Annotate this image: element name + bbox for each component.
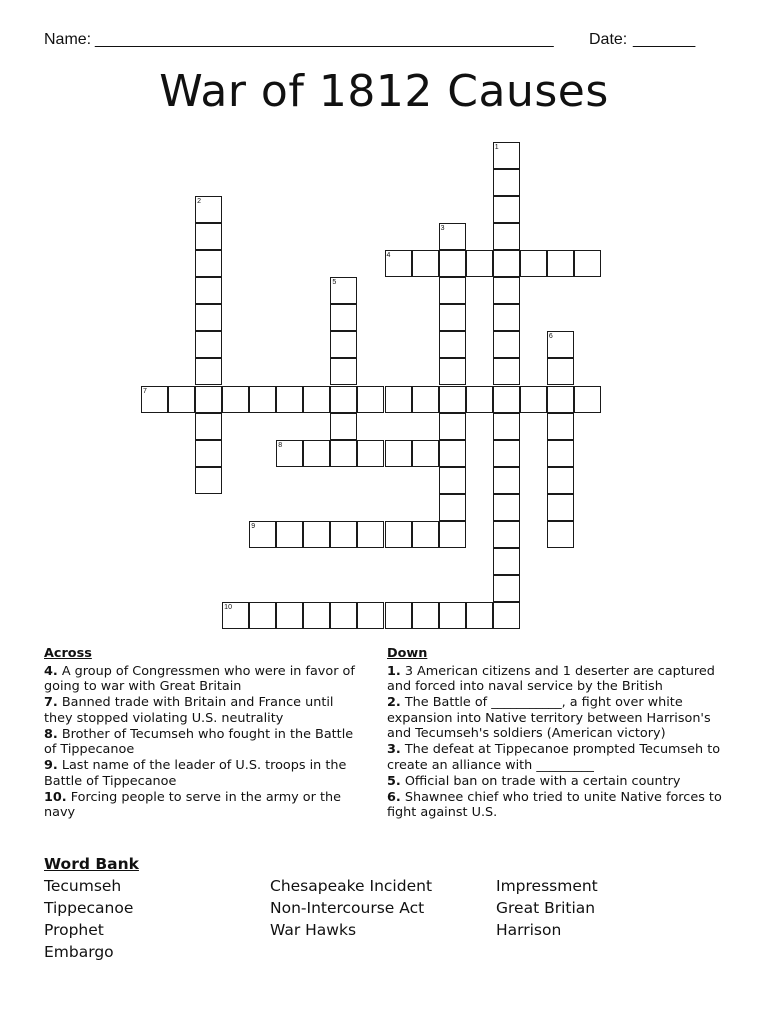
grid-cell[interactable]	[493, 277, 520, 304]
grid-cell[interactable]	[357, 386, 384, 413]
down-clue	[387, 742, 722, 773]
grid-cell[interactable]	[303, 440, 330, 467]
grid-cell[interactable]	[547, 467, 574, 494]
grid-cell[interactable]	[493, 250, 520, 277]
across-clue	[44, 695, 364, 726]
clue-number: 9	[251, 522, 256, 530]
grid-cell[interactable]	[493, 304, 520, 331]
grid-cell[interactable]	[330, 521, 357, 548]
across-clue	[44, 758, 364, 789]
grid-cell[interactable]	[493, 223, 520, 250]
grid-cell[interactable]	[493, 440, 520, 467]
grid-cell[interactable]	[547, 521, 574, 548]
grid-cell[interactable]	[547, 494, 574, 521]
grid-cell[interactable]	[276, 386, 303, 413]
grid-cell[interactable]	[195, 386, 222, 413]
grid-cell[interactable]	[439, 277, 466, 304]
down-clue	[387, 790, 722, 821]
grid-cell[interactable]	[385, 521, 412, 548]
grid-cell[interactable]	[493, 521, 520, 548]
grid-cell[interactable]	[330, 602, 357, 629]
grid-cell[interactable]	[439, 386, 466, 413]
clue-number: 6	[548, 333, 553, 341]
grid-cell[interactable]	[412, 386, 439, 413]
grid-cell[interactable]	[466, 250, 493, 277]
grid-cell[interactable]	[303, 386, 330, 413]
grid-cell[interactable]	[493, 386, 520, 413]
clue-number: 1	[494, 144, 499, 151]
grid-cell[interactable]	[439, 602, 466, 629]
grid-cell[interactable]	[330, 440, 357, 467]
grid-cell[interactable]	[249, 602, 276, 629]
clue-number: 4	[386, 252, 391, 260]
clue-number: 10	[224, 604, 232, 612]
grid-cell[interactable]	[330, 386, 357, 413]
across-clue	[44, 664, 364, 695]
grid-cell[interactable]	[412, 521, 439, 548]
grid-cell[interactable]	[493, 602, 520, 629]
grid-cell[interactable]	[412, 440, 439, 467]
word-bank-item: Chesapeake Incident	[270, 877, 433, 895]
grid-cell[interactable]	[466, 386, 493, 413]
grid-cell[interactable]	[195, 467, 222, 494]
grid-cell[interactable]	[195, 440, 222, 467]
grid-cell[interactable]	[303, 602, 330, 629]
grid-cell[interactable]	[330, 358, 357, 385]
clue-number: 7	[143, 387, 147, 395]
clue-text: Banned trade with Britain and France until they stopped violating U.S. neutrality	[44, 695, 334, 726]
grid-cell[interactable]	[547, 386, 574, 413]
clue-text: Official ban on trade with a certain country	[400, 773, 681, 789]
name-label: Name:	[44, 31, 92, 48]
across-clues	[44, 646, 364, 821]
word-bank-item: Prophet	[44, 921, 104, 939]
grid-cell[interactable]	[574, 250, 601, 277]
clue-text: Forcing people to serve in the army or the navy	[44, 789, 341, 820]
grid-cell[interactable]	[357, 602, 384, 629]
grid-cell[interactable]	[330, 413, 357, 440]
word-bank-item: Great Britian	[496, 899, 596, 917]
grid-cell[interactable]	[547, 250, 574, 277]
clue-number: 4.	[44, 663, 58, 679]
word-bank-item: Non-Intercourse Act	[270, 899, 425, 917]
grid-cell[interactable]	[574, 386, 601, 413]
grid-cell[interactable]	[303, 521, 330, 548]
grid-cell[interactable]	[195, 331, 222, 358]
down-clues	[387, 646, 722, 821]
grid-cell[interactable]	[195, 277, 222, 304]
clue-number: 9.	[44, 758, 58, 773]
grid-cell[interactable]	[493, 548, 520, 575]
word-bank	[44, 877, 744, 967]
grid-cell[interactable]	[222, 386, 249, 413]
grid-cell[interactable]	[385, 602, 412, 629]
clue-text: Last name of the leader of U.S. troops in the Battle of Tippecanoe	[44, 758, 347, 789]
clue-text: A group of Congressmen who were in favor of going to war with Great Britain	[44, 663, 355, 694]
clue-text: The defeat at Tippecanoe prompted Tecumseh to create an alliance with _________	[387, 742, 721, 773]
grid-cell[interactable]	[385, 386, 412, 413]
clue-number: 7.	[44, 695, 58, 710]
grid-cell[interactable]	[385, 440, 412, 467]
grid-cell[interactable]	[493, 331, 520, 358]
grid-cell[interactable]	[547, 440, 574, 467]
name-line[interactable]: _____________________________________________________	[95, 31, 554, 48]
clue-number: 3	[440, 225, 445, 233]
grid-cell[interactable]	[466, 602, 493, 629]
grid-cell[interactable]	[195, 304, 222, 331]
grid-cell[interactable]	[168, 386, 195, 413]
page-title: War of 1812 Causes	[159, 66, 609, 117]
clue-number: 10.	[44, 789, 67, 805]
grid-cell[interactable]	[439, 304, 466, 331]
grid-cell[interactable]	[357, 440, 384, 467]
down-clue	[387, 664, 722, 695]
word-bank-item: Impressment	[496, 877, 598, 895]
grid-cell[interactable]	[439, 467, 466, 494]
grid-cell[interactable]	[493, 575, 520, 602]
grid-cell[interactable]	[493, 358, 520, 385]
word-bank-item: Tecumseh	[44, 877, 122, 895]
down-clue-list	[387, 664, 722, 821]
grid-cell[interactable]	[520, 386, 547, 413]
word-bank-item: War Hawks	[270, 921, 357, 939]
grid-cell[interactable]	[493, 196, 520, 223]
clue-number: 3.	[387, 742, 401, 757]
grid-cell[interactable]	[439, 521, 466, 548]
grid-cell[interactable]	[195, 413, 222, 440]
grid-cell[interactable]	[439, 358, 466, 385]
grid-cell[interactable]	[439, 440, 466, 467]
grid-cell[interactable]	[493, 467, 520, 494]
clue-number: 2.	[387, 695, 401, 710]
word-bank-item: Embargo	[44, 943, 114, 961]
clue-number: 5.	[387, 773, 401, 789]
date-line[interactable]: _______	[633, 31, 696, 48]
grid-cell[interactable]	[195, 223, 222, 250]
across-clue-list	[44, 664, 364, 821]
across-clue	[44, 727, 364, 758]
grid-cell[interactable]	[439, 413, 466, 440]
down-clue	[387, 695, 722, 742]
word-bank-item: Harrison	[496, 921, 562, 939]
grid-cell[interactable]	[195, 358, 222, 385]
grid-cell[interactable]	[520, 250, 547, 277]
clue-number: 2	[197, 198, 202, 206]
grid-cell[interactable]	[439, 494, 466, 521]
grid-cell[interactable]	[493, 169, 520, 196]
clue-number: 8.	[44, 726, 58, 742]
grid-cell[interactable]	[357, 521, 384, 548]
grid-cell[interactable]	[412, 250, 439, 277]
across-clue	[44, 790, 364, 821]
grid-cell[interactable]	[493, 413, 520, 440]
grid-cell[interactable]	[493, 494, 520, 521]
clue-text: 3 American citizens and 1 deserter are captured and forced into naval service by the British	[387, 663, 715, 694]
clue-number: 1.	[387, 663, 401, 679]
grid-cell[interactable]	[547, 413, 574, 440]
clue-number: 6.	[387, 789, 401, 805]
grid-cell[interactable]	[276, 521, 303, 548]
grid-cell[interactable]	[330, 304, 357, 331]
grid-cell[interactable]	[439, 331, 466, 358]
grid-cell[interactable]	[330, 331, 357, 358]
clue-text: Brother of Tecumseh who fought in the Battle of Tippecanoe	[44, 726, 354, 757]
clue-number: 8	[278, 441, 283, 449]
grid-cell[interactable]	[439, 250, 466, 277]
grid-cell[interactable]	[276, 602, 303, 629]
clue-text: The Battle of ___________, a fight over white expansion into Native territory between Harrison's and Tecumseh's soldiers (American victory)	[387, 695, 711, 741]
word-bank-item: Tippecanoe	[44, 899, 134, 917]
down-clue	[387, 774, 722, 790]
clue-text: Shawnee chief who tried to unite Native forces to fight against U.S.	[387, 789, 722, 820]
grid-cell[interactable]	[195, 250, 222, 277]
down-heading: Down	[387, 646, 428, 661]
across-heading: Across	[44, 646, 92, 661]
date-label: Date:	[589, 31, 628, 48]
grid-cell[interactable]	[249, 386, 276, 413]
clue-number: 5	[332, 279, 337, 287]
grid-cell[interactable]	[412, 602, 439, 629]
word-bank-title: Word Bank	[44, 855, 139, 873]
grid-cell[interactable]	[547, 358, 574, 385]
